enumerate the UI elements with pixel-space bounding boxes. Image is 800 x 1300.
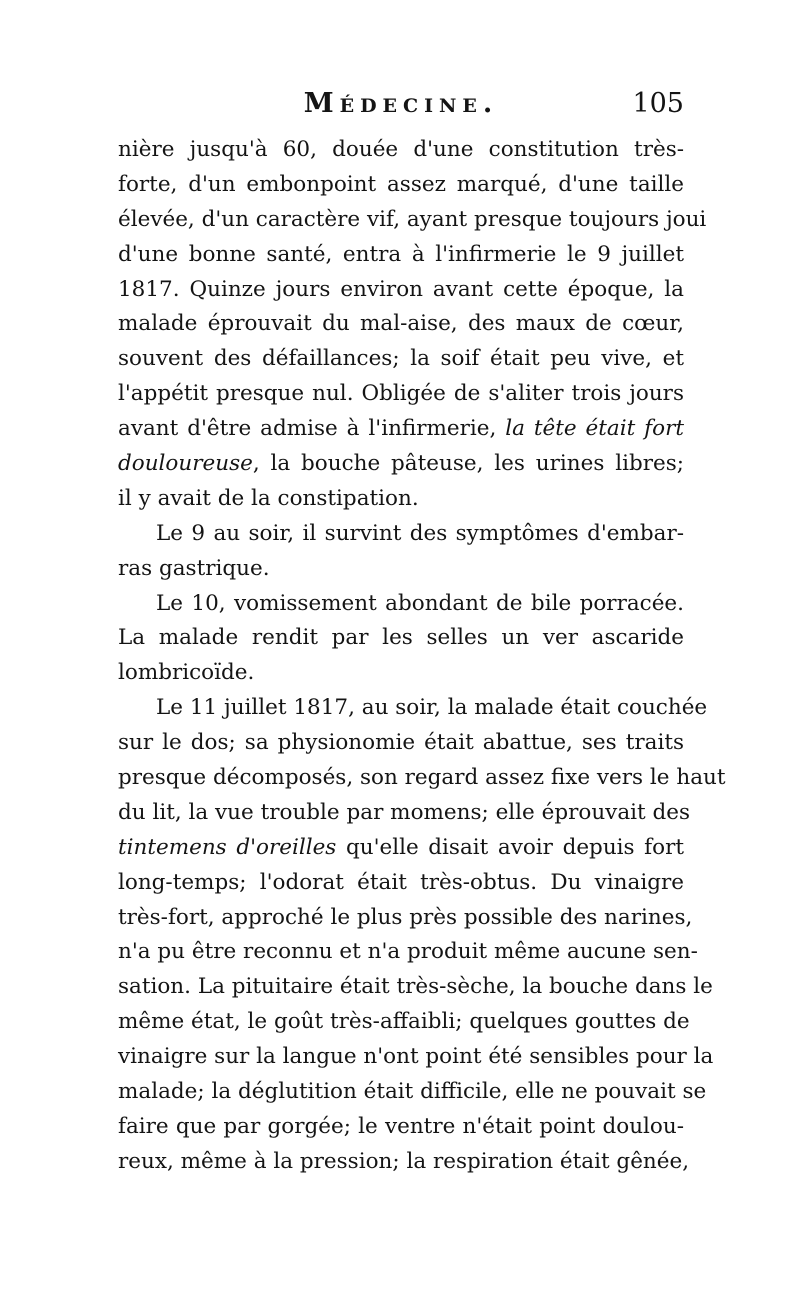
text-line	[118, 831, 684, 866]
text-line: élevée, d'un caractère vif, ayant presque toujours joui	[118, 206, 707, 232]
text-line: il y avait de la constipation.	[118, 485, 419, 511]
text-line: vinaigre sur la langue n'ont point été sensibles pour la	[118, 1044, 714, 1070]
text-segment: avant d'être admise à l'infirmerie,	[118, 416, 497, 442]
text-segment: , la bouche pâteuse, les urines libres;	[252, 451, 684, 477]
text-line	[118, 447, 684, 482]
text-line: d'une bonne santé, entra à l'infirmerie le 9 juillet	[118, 241, 684, 267]
text-line: très-fort, approché le plus près possible des narines,	[118, 904, 693, 930]
text-line: même état, le goût très-affaibli; quelques gouttes de	[118, 1009, 690, 1035]
text-line: malade éprouvait du mal-aise, des maux de cœur,	[118, 311, 684, 337]
text-line: lombricoïde.	[118, 660, 255, 686]
text-line: sur le dos; sa physionomie était abattue, ses traits	[118, 730, 684, 756]
page-number: 105	[632, 88, 684, 119]
paragraph-start: Le 11 juillet 1817, au soir, la malade était couchée	[156, 695, 708, 721]
text-line: souvent des défaillances; la soif était peu vive, et	[118, 346, 684, 372]
paragraph-start: Le 9 au soir, il survint des symptômes d'embar-	[156, 520, 684, 546]
running-head	[118, 88, 684, 132]
text-line: faire que par gorgée; le ventre n'était point doulou-	[118, 1113, 684, 1139]
italic-phrase: la tête était fort	[505, 416, 684, 442]
text-line: du lit, la vue trouble par momens; elle éprouvait des	[118, 799, 691, 825]
body-text	[118, 133, 726, 1180]
text-line: nière jusqu'à 60, douée d'une constitution très-	[118, 137, 684, 162]
text-line: n'a pu être reconnu et n'a produit même aucune sen-	[118, 939, 698, 965]
running-title: Médecine.	[303, 88, 499, 119]
text-line: malade; la déglutition était difficile, elle ne pouvait se	[118, 1079, 707, 1105]
text-line: long-temps; l'odorat était très-obtus. Du vinaigre	[118, 869, 684, 895]
text-line: presque décomposés, son regard assez fixe vers le haut	[118, 765, 726, 791]
italic-phrase: douloureuse	[118, 451, 253, 477]
text-line	[118, 412, 684, 447]
text-line: l'appétit presque nul. Obligée de s'aliter trois jours	[118, 381, 684, 407]
paragraph-start: Le 10, vomissement abondant de bile porracée.	[156, 590, 684, 616]
text-line: 1817. Quinze jours environ avant cette époque, la	[118, 276, 684, 302]
text-line: reux, même à la pression; la respiration était gênée,	[118, 1148, 690, 1174]
text-line: forte, d'un embonpoint assez marqué, d'une taille	[118, 171, 684, 197]
text-line: sation. La pituitaire était très-sèche, la bouche dans le	[118, 974, 713, 1000]
text-segment: qu'elle disait avoir depuis fort	[345, 834, 684, 860]
text-line: La malade rendit par les selles un ver ascaride	[118, 625, 684, 651]
text-line: ras gastrique.	[118, 555, 270, 581]
italic-phrase: tintemens d'oreilles	[118, 834, 337, 860]
